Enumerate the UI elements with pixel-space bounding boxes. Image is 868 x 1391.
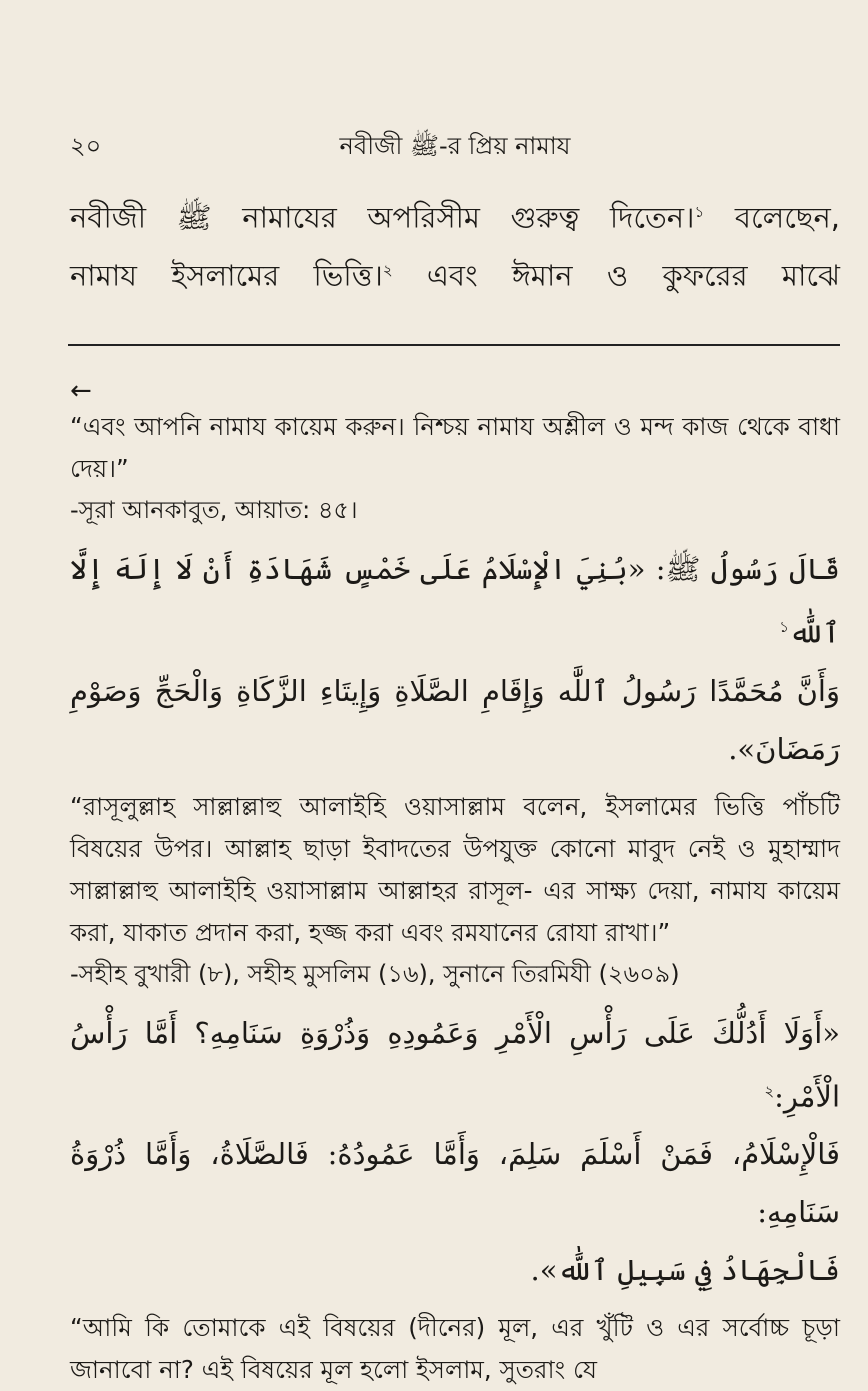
footnote-2-arabic-line-2: فَالْإِسْلَامُ، فَمَنْ أَسْلَمَ سَلِمَ، وَأَمَّا عَمُودُهُ: فَالصَّلَاةُ، وَأَمَّا ذُرْوَةُ سَنَامِهِ:: [70, 1137, 840, 1230]
quran-quote: “এবং আপনি নামায কায়েম করুন। নিশ্চয় নামায অশ্লীল ও মন্দ কাজ থেকে বাধা দেয়।”: [70, 412, 840, 483]
body-line-1: নবীজী ﷺ নামাযের অপরিসীম গুরুত্ব দিতেন।$^১$ বলেছেন,: [70, 200, 840, 235]
footnote-ref-2: ২: [382, 260, 393, 279]
footnote-1-arabic-line-2: وَأَنَّ مُحَمَّدًا رَسُولُ ٱللَّٰه وَإِقَامِ الصَّلَاةِ وَإِيتَاءِ الزَّكَاةِ وَالْحَجِّ وَصَوْمِ رَمَضَانَ».: [70, 673, 840, 766]
main-body-text: [70, 186, 840, 301]
quran-source: -সূরা আনকাবুত, আয়াত: ৪৫।: [70, 496, 358, 524]
running-title: নবীজী ﷺ-র প্রিয় নামায: [339, 132, 571, 160]
footnote-divider: [68, 344, 840, 346]
footnote-2-translation: “আমি কি তোমাকে এই বিষয়ের (দীনের) মূল, এর খুঁটি ও এর সর্বোচ্চ চূড়া জানাবো না? এই বিষয়ের মূল হলো ইসলাম, সুতরাং যে: [70, 1313, 840, 1385]
footnote-1-translation: “রাসূলুল্লাহ সাল্লাল্লাহু আলাইহি ওয়াসাল্লাম বলেন, ইসলামের ভিত্তি পাঁচটি বিষয়ের উপর। আল্লাহ ছাড়া ইবাদতের উপযুক্ত কোনো মাবুদ নেই ও মুহাম্মাদ সাল্লাল্লাহু আলাইহি ওয়াসাল্লাম আল্লাহর রাসূল- এর সাক্ষ্য দেয়া, নামায কায়েম করা, যাকাত প্রদান করা, হজ্জ করা এবং রমযানের রোযা রাখা।”: [70, 791, 840, 947]
body-line-2: নামায ইসলামের ভিত্তি।$^২$ এবং ঈমান ও কুফরের মাঝে: [70, 258, 840, 293]
footnote-2-arabic: [70, 1004, 840, 1300]
footnote-1-source: -সহীহ বুখারী (৮), সহীহ মুসলিম (১৬), সুনানে তিরমিযী (২৬০৯): [70, 959, 680, 988]
footnote-2-number: ২: [764, 1081, 775, 1100]
footnote-2-arabic-line-1: «أَوَلَا أَدُلُّكَ عَلَى رَأْسِ الْأَمْرِ وَعَمُودِهِ وَذُرْوَةِ سَنَامِهِ؟ أَمَّا رَأْسُ الْأَمْرِ:$^২$: [70, 1015, 840, 1114]
footnotes: [70, 378, 840, 1391]
footnote-2-arabic-line-3: فَالْجِهَادُ فِي سَبِيلِ ٱللَّٰه».: [530, 1253, 840, 1288]
continuation-arrow-icon: ←: [70, 376, 92, 406]
footnote-ref-1: ১: [694, 203, 705, 221]
page-number: ২০: [70, 132, 102, 160]
footnote-1-arabic: [70, 540, 840, 778]
page-header: [70, 128, 840, 168]
footnote-1-arabic-line-1: قَالَ رَسُولُ ﷺ: «بُنِيَ الْإِسْلَامُ عَلَى خَمْسٍ شَهَادَةِ أَنْ لَا إِلَهَ إِلَّا ٱللَّٰه$^১$: [70, 552, 840, 650]
footnote-1-number: ১: [779, 618, 790, 636]
